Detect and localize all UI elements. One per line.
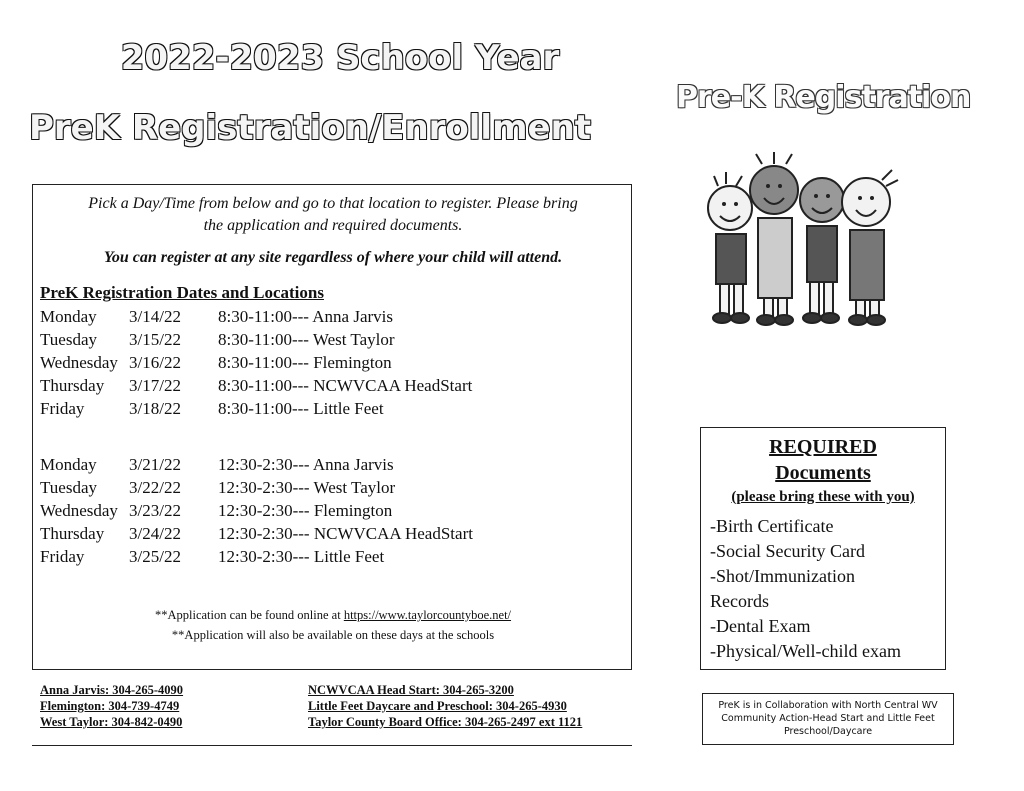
schedule-title: PreK Registration Dates and Locations <box>40 283 324 302</box>
register-any-site-note: You can register at any site regardless of where your child will attend. <box>103 249 563 266</box>
schedule-date: 3/17/22 <box>129 376 181 395</box>
schedule-day: Wednesday <box>40 501 118 520</box>
schedule-day: Thursday <box>40 524 105 543</box>
schedule-date: 3/22/22 <box>129 478 181 497</box>
application-notes <box>33 605 633 645</box>
contacts-divider <box>32 745 632 746</box>
schedule-date: 3/25/22 <box>129 547 181 566</box>
online-application-note <box>33 605 633 625</box>
schedule-day: Monday <box>40 455 97 474</box>
schedule-slot: 8:30-11:00--- NCWVCAA HeadStart <box>218 376 473 395</box>
schedule-date: 3/18/22 <box>129 399 181 418</box>
required-item: -Shot/Immunization <box>710 566 855 586</box>
schedule-slot: 8:30-11:00--- Little Feet <box>218 399 384 418</box>
schedule-day: Thursday <box>40 376 105 395</box>
schedule-date: 3/23/22 <box>129 501 181 520</box>
schedule-date: 3/15/22 <box>129 330 181 349</box>
schedule-slot: 12:30-2:30--- Flemington <box>218 501 393 520</box>
collaboration-note: PreK is in Collaboration with North Central WV Community Action-Head Start and Little Feet Preschool/Daycare <box>702 693 954 745</box>
schedule-day: Wednesday <box>40 353 118 372</box>
intro-line-1: Pick a Day/Time from below and go to that location to register. Please bring <box>88 195 578 212</box>
schedule-day: Tuesday <box>40 330 97 349</box>
intro-line-2: the application and required documents. <box>203 217 463 234</box>
schedule-slot: 12:30-2:30--- Anna Jarvis <box>218 455 394 474</box>
schedule-date: 3/24/22 <box>129 524 181 543</box>
required-item: -Social Security Card <box>710 541 865 561</box>
contacts-left <box>40 682 183 730</box>
schedule-date: 3/14/22 <box>129 307 181 326</box>
required-item: Records <box>710 591 769 611</box>
application-link[interactable]: https://www.taylorcountyboe.net/ <box>343 608 512 622</box>
required-title: REQUIRED <box>769 436 877 458</box>
required-item: -Physical/Well-child exam <box>710 641 901 661</box>
contact-ncwvcaa: NCWVCAA Head Start: 304-265-3200 <box>308 683 514 697</box>
schedule-slot: 8:30-11:00--- Anna Jarvis <box>218 307 394 326</box>
schedule-day: Tuesday <box>40 478 97 497</box>
prek-registration-logo-text: Pre-K Registration <box>676 80 971 115</box>
schedule-day: Monday <box>40 307 97 326</box>
contact-little-feet: Little Feet Daycare and Preschool: 304-265-4930 <box>308 699 567 713</box>
page-title-registration: PreK Registration/Enrollment <box>28 108 592 148</box>
schedule-slot: 8:30-11:00--- Flemington <box>218 353 392 372</box>
contact-flemington: Flemington: 304-739-4749 <box>40 699 180 713</box>
schedule-slot: 8:30-11:00--- West Taylor <box>218 330 395 349</box>
online-note-text: **Application can be found online at <box>154 608 344 622</box>
registration-schedule-box <box>32 184 632 670</box>
documents-title: Documents <box>775 462 871 484</box>
schedule-slot: 12:30-2:30--- Little Feet <box>218 547 385 566</box>
contact-anna-jarvis: Anna Jarvis: 304-265-4090 <box>40 683 184 697</box>
children-illustration <box>692 140 902 330</box>
schedule-day: Friday <box>40 399 85 418</box>
intro-text <box>33 193 633 237</box>
schedule-date: 3/21/22 <box>129 455 181 474</box>
required-documents-list <box>701 514 945 664</box>
school-availability-note: **Application will also be available on these days at the schools <box>171 628 495 642</box>
required-documents-box <box>700 427 946 670</box>
contact-west-taylor: West Taylor: 304-842-0490 <box>40 715 183 729</box>
contacts-right <box>308 682 582 730</box>
required-item: -Dental Exam <box>710 616 811 636</box>
schedule-day: Friday <box>40 547 85 566</box>
required-item: -Birth Certificate <box>710 516 834 536</box>
page-title-year: 2022-2023 School Year <box>120 38 560 78</box>
schedule-date: 3/16/22 <box>129 353 181 372</box>
schedule-slot: 12:30-2:30--- NCWVCAA HeadStart <box>218 524 473 543</box>
required-subtitle: (please bring these with you) <box>731 489 915 505</box>
schedule-slot: 12:30-2:30--- West Taylor <box>218 478 396 497</box>
contact-board-office: Taylor County Board Office: 304-265-2497 ext 1121 <box>308 715 583 729</box>
